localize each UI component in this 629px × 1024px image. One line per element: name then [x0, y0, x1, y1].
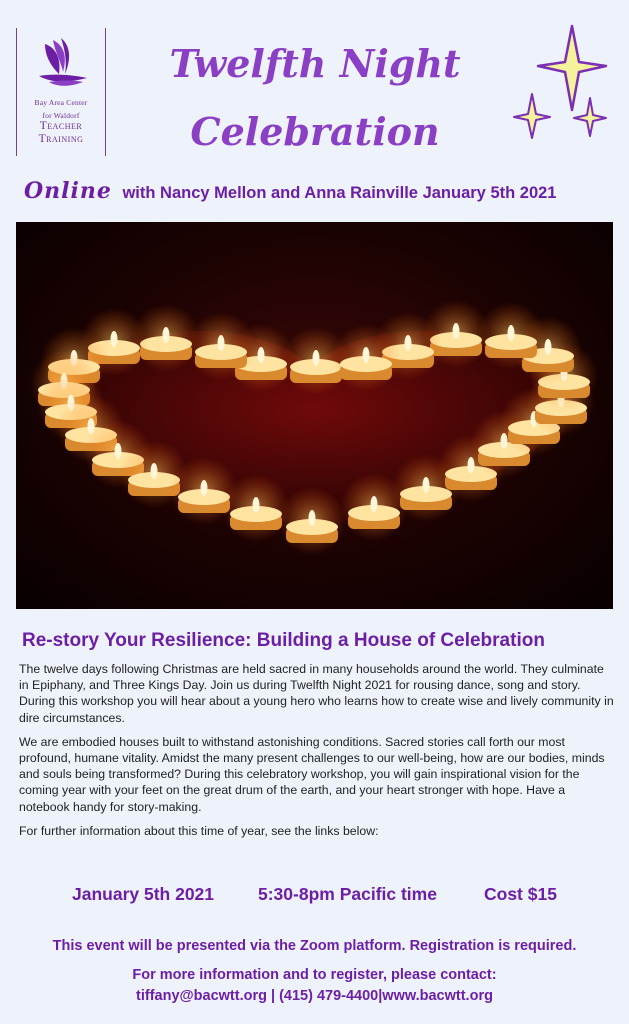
event-description — [19, 661, 615, 847]
logo-line-3: Teacher — [39, 120, 83, 132]
page-title — [150, 40, 480, 156]
sparkle-stars-icon — [510, 22, 615, 142]
logo-line-2: for Waldorf — [42, 111, 80, 120]
event-time: 5:30-8pm Pacific time — [258, 884, 437, 904]
organization-logo — [16, 28, 106, 156]
section-heading: Re-story Your Resilience: Building a House of Celebration — [22, 630, 545, 651]
candle — [278, 487, 346, 555]
paragraph-3: For further information about this time of year, see the links below: — [19, 823, 379, 838]
title-line-1: Twelfth Night — [169, 41, 461, 86]
online-label: Online — [24, 178, 112, 204]
candle-heart — [16, 222, 613, 609]
contact-line-2[interactable]: tiffany@bacwtt.org | (415) 479-4400|www.bacwtt.org — [136, 988, 493, 1004]
logo-line-1: Bay Area Center — [34, 98, 88, 107]
logo-line-4: Training — [38, 133, 84, 145]
event-cost: Cost $15 — [484, 884, 557, 904]
event-date: January 5th 2021 — [72, 884, 215, 904]
subtitle-text: with Nancy Mellon and Anna Rainville January 5th 2021 — [122, 184, 557, 202]
paragraph-2: We are embodied houses built to withstand astonishing conditions. Sacred stories call forth our most profound, humane vitality. Amidst the many present challenges to our well-being, how are our bodies, minds and souls being transformed? During this celebratory workshop, you will gain inspirational vision for the coming year with your feet on the great drum of the earth, and your heart stronger with hope. Have a notebook handy for story-making. — [19, 734, 605, 814]
contact-line-1: For more information and to register, please contact: — [132, 967, 497, 983]
candle — [332, 324, 400, 392]
event-subtitle — [24, 178, 614, 204]
contact-info — [0, 965, 629, 1007]
heart-of-candles-image — [16, 222, 613, 609]
zoom-notice: This event will be presented via the Zoom platform. Registration is required. — [52, 938, 577, 954]
paragraph-1: The twelve days following Christmas are held sacred in many households around the world. They culminate in Epiphany, and Three Kings Day. Join us during Twelfth Night 2021 for rousing dance, song and story. During this workshop you will hear about a young hero who learns how to create wise and lively community in dire circumstances. — [19, 662, 614, 725]
butterfly-flame-icon — [31, 34, 91, 94]
title-line-2: Celebration — [190, 109, 440, 154]
